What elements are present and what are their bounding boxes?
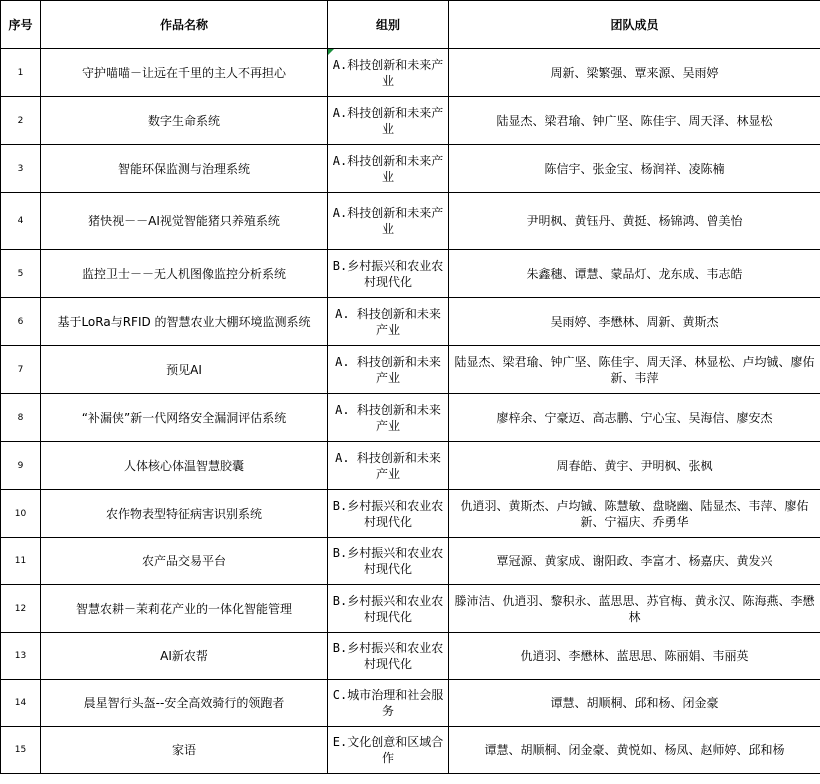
table-row <box>1 145 820 193</box>
cell-team: 周春皓、黄宇、尹明枫、张枫 <box>449 442 820 490</box>
table-row <box>1 394 820 442</box>
cell-no: 4 <box>1 193 41 250</box>
cell-team: 仇逍羽、李懋林、蓝思思、陈丽娟、韦丽英 <box>449 633 820 680</box>
header-group: 组别 <box>328 1 449 49</box>
cell-group: E.文化创意和区域合作 <box>328 727 449 774</box>
cell-no: 11 <box>1 538 41 585</box>
cell-name: 家语 <box>41 727 328 774</box>
cell-name: 监控卫士－－无人机图像监控分析系统 <box>41 250 328 298</box>
cell-team: 谭慧、胡顺桐、闭金豪、黄悦如、杨凤、赵师婷、邱和杨 <box>449 727 820 774</box>
cell-no: 10 <box>1 490 41 538</box>
cell-name: 晨星智行头盔--安全高效骑行的领跑者 <box>41 680 328 727</box>
cell-name: 数字生命系统 <box>41 97 328 145</box>
table-row <box>1 97 820 145</box>
cell-no: 8 <box>1 394 41 442</box>
header-name: 作品名称 <box>41 1 328 49</box>
cell-team: 仇逍羽、黄斯杰、卢均铖、陈慧敏、盘晓幽、陆显杰、韦萍、廖佑新、宁福庆、乔勇华 <box>449 490 820 538</box>
cell-no: 14 <box>1 680 41 727</box>
cell-team: 尹明枫、黄钰丹、黄挺、杨锦鸿、曾美怡 <box>449 193 820 250</box>
cell-no: 2 <box>1 97 41 145</box>
cell-team: 廖梓余、宁豪迈、高志鹏、宁心宝、吴海信、廖安杰 <box>449 394 820 442</box>
cell-team: 陈信宇、张金宝、杨润祥、凌陈楠 <box>449 145 820 193</box>
cell-group: B.乡村振兴和农业农村现代化 <box>328 538 449 585</box>
cell-group: C.城市治理和社会服务 <box>328 680 449 727</box>
cell-group: A.科技创新和未来产业 <box>328 145 449 193</box>
header-row <box>1 1 820 49</box>
cell-team: 吴雨婷、李懋林、周新、黄斯杰 <box>449 298 820 346</box>
cell-group: A. 科技创新和未来产业 <box>328 346 449 394</box>
cell-name: 守护喵喵－让远在千里的主人不再担心 <box>41 49 328 97</box>
cell-no: 15 <box>1 727 41 774</box>
table-row <box>1 442 820 490</box>
cell-group: A.科技创新和未来产业 <box>328 97 449 145</box>
header-team: 团队成员 <box>449 1 820 49</box>
cell-team: 陆显杰、梁君瑜、钟广坚、陈佳宇、周天泽、林显松、卢均铖、廖佑新、韦萍 <box>449 346 820 394</box>
cell-name: 基于LoRa与RFID 的智慧农业大棚环境监测系统 <box>41 298 328 346</box>
cell-team: 谭慧、胡顺桐、邱和杨、闭金豪 <box>449 680 820 727</box>
cell-name: “补漏侠”新一代网络安全漏洞评估系统 <box>41 394 328 442</box>
cell-no: 6 <box>1 298 41 346</box>
table-row <box>1 49 820 97</box>
table-row <box>1 585 820 633</box>
cell-group: B.乡村振兴和农业农村现代化 <box>328 633 449 680</box>
cell-team: 朱鑫穗、谭慧、蒙品灯、龙东成、韦志皓 <box>449 250 820 298</box>
cell-name: 人体核心体温智慧胶囊 <box>41 442 328 490</box>
cell-group: A. 科技创新和未来产业 <box>328 442 449 490</box>
table-row <box>1 193 820 250</box>
cell-no: 5 <box>1 250 41 298</box>
cell-group: B.乡村振兴和农业农村现代化 <box>328 490 449 538</box>
cell-no: 3 <box>1 145 41 193</box>
cell-name: 农产品交易平台 <box>41 538 328 585</box>
cell-no: 12 <box>1 585 41 633</box>
table-row <box>1 346 820 394</box>
cell-team: 周新、梁繁强、覃来源、吴雨婷 <box>449 49 820 97</box>
table-row <box>1 538 820 585</box>
table-row <box>1 680 820 727</box>
table-row <box>1 727 820 774</box>
comment-marker-icon <box>328 49 334 55</box>
cell-team: 陆显杰、梁君瑜、钟广坚、陈佳宇、周天泽、林显松 <box>449 97 820 145</box>
cell-no: 9 <box>1 442 41 490</box>
cell-name: 预见AI <box>41 346 328 394</box>
cell-name: 猪快视－－AI视觉智能猪只养殖系统 <box>41 193 328 250</box>
table-row <box>1 490 820 538</box>
cell-no: 7 <box>1 346 41 394</box>
cell-team: 滕沛洁、仇逍羽、黎积永、蓝思思、苏官梅、黄永汉、陈海燕、李懋林 <box>449 585 820 633</box>
cell-group: A. 科技创新和未来产业 <box>328 394 449 442</box>
table-row <box>1 633 820 680</box>
cell-name: AI新农帮 <box>41 633 328 680</box>
cell-no: 1 <box>1 49 41 97</box>
cell-name: 智慧农耕－茉莉花产业的一体化智能管理 <box>41 585 328 633</box>
cell-group: A. 科技创新和未来产业 <box>328 298 449 346</box>
table-row <box>1 250 820 298</box>
cell-group: B.乡村振兴和农业农村现代化 <box>328 250 449 298</box>
cell-team: 覃冠源、黄家成、谢阳政、李富才、杨嘉庆、黄发兴 <box>449 538 820 585</box>
cell-name: 智能环保监测与治理系统 <box>41 145 328 193</box>
cell-group: B.乡村振兴和农业农村现代化 <box>328 585 449 633</box>
cell-name: 农作物表型特征病害识别系统 <box>41 490 328 538</box>
cell-group <box>328 49 449 97</box>
header-no: 序号 <box>1 1 41 49</box>
cell-group: A.科技创新和未来产业 <box>328 193 449 250</box>
cell-no: 13 <box>1 633 41 680</box>
cell-group-text: A.科技创新和未来产业 <box>332 57 444 88</box>
table-row <box>1 298 820 346</box>
